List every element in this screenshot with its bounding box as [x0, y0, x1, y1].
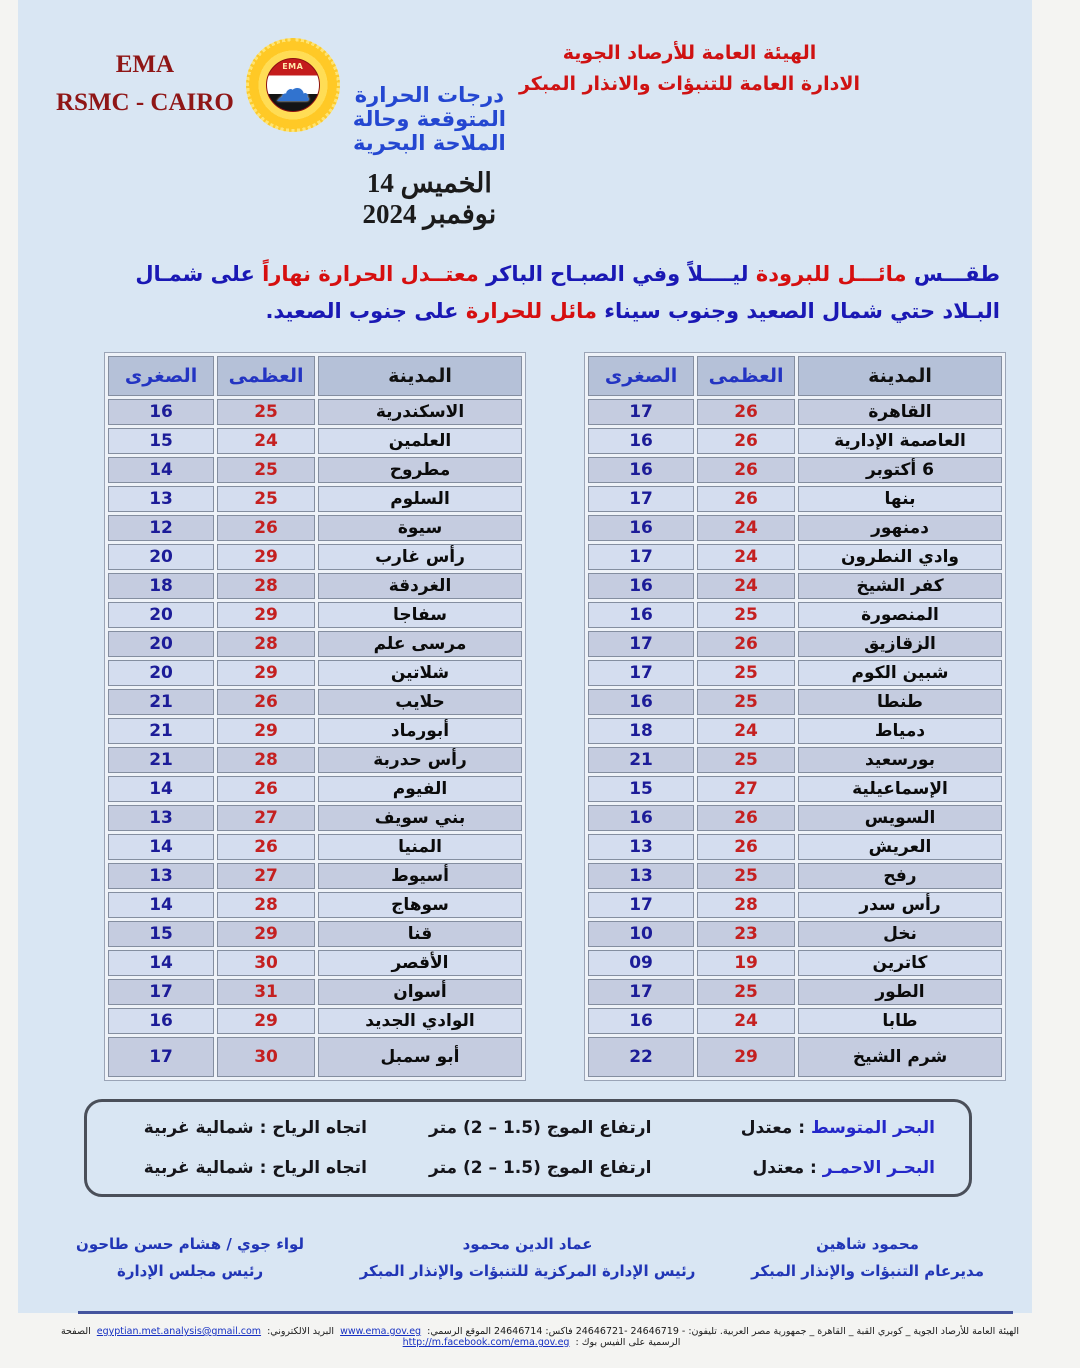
max-temp-cell: 25: [697, 689, 795, 715]
org-en-line2: RSMC - CAIRO: [56, 88, 234, 116]
city-cell: السويس: [798, 805, 1002, 831]
max-temp-cell: 25: [217, 457, 315, 483]
min-temp-cell: 16: [588, 457, 694, 483]
table-row: [588, 515, 1002, 541]
min-temp-cell: 20: [108, 544, 214, 570]
table-row: [588, 457, 1002, 483]
max-temp-cell: 26: [697, 486, 795, 512]
min-temp-cell: 16: [588, 602, 694, 628]
bulletin-page: [18, 0, 1032, 1313]
table-row: [108, 399, 522, 425]
city-cell: السلوم: [318, 486, 522, 512]
city-cell: شرم الشيخ: [798, 1037, 1002, 1077]
paragraph-segment: مائل للحرارة: [458, 298, 597, 323]
footer-divider: [78, 1311, 1013, 1314]
table-row: [588, 747, 1002, 773]
table-row: [108, 660, 522, 686]
min-temp-cell: 14: [108, 892, 214, 918]
min-temp-cell: 14: [108, 950, 214, 976]
table-row: [588, 631, 1002, 657]
min-temp-cell: 20: [108, 660, 214, 686]
org-en-line1: EMA: [115, 51, 175, 78]
min-temp-cell: 16: [588, 515, 694, 541]
max-temp-cell: 28: [697, 892, 795, 918]
signature-block: [751, 1231, 984, 1285]
min-temp-cell: 14: [108, 457, 214, 483]
city-cell: دمنهور: [798, 515, 1002, 541]
signature-title: مديرعام التنبؤات والإنذار المبكر: [751, 1261, 984, 1280]
ema-sun-logo-icon: [246, 38, 340, 132]
city-column-header: المدينة: [798, 356, 1002, 396]
sea-name: البحر المتوسط: [810, 1117, 935, 1138]
city-cell: رفح: [798, 863, 1002, 889]
table-row: [588, 544, 1002, 570]
min-temp-cell: 21: [108, 689, 214, 715]
city-cell: مرسى علم: [318, 631, 522, 657]
sea-state: [691, 1158, 935, 1178]
table-row: [588, 660, 1002, 686]
min-temp-cell: 13: [108, 486, 214, 512]
max-temp-cell: 30: [217, 950, 315, 976]
min-temp-cell: 17: [588, 399, 694, 425]
signature-title: رئيس الإدارة المركزية للتنبؤات والإنذار المبكر: [359, 1261, 696, 1280]
wave-height: ارتفاع الموج (1.5 – 2) متر: [429, 1157, 652, 1178]
max-temp-cell: 24: [697, 544, 795, 570]
paragraph-segment: على جنوب الصعيد.: [265, 298, 459, 323]
paragraph-segment: ليــــلاً وفي الصبـاح الباكر: [478, 262, 749, 286]
table-row: [108, 776, 522, 802]
min-temp-cell: 17: [588, 544, 694, 570]
table-row: [588, 776, 1002, 802]
paragraph-segment: على شمـال البـلاد حتي شمال الصعيد وجنوب سيناء: [135, 262, 1000, 323]
table-row: [108, 457, 522, 483]
table-row: [588, 602, 1002, 628]
website-link[interactable]: www.ema.gov.eg: [340, 1326, 422, 1337]
max-temp-cell: 25: [697, 747, 795, 773]
city-cell: وادي النطرون: [798, 544, 1002, 570]
city-cell: الفيوم: [318, 776, 522, 802]
max-temp-cell: 26: [697, 457, 795, 483]
city-cell: الاسكندرية: [318, 399, 522, 425]
email-link[interactable]: egyptian.met.analysis@gmail.com: [96, 1326, 262, 1337]
city-cell: العاصمة الإدارية: [798, 428, 1002, 454]
max-temp-cell: 24: [217, 428, 315, 454]
min-temp-cell: 17: [588, 486, 694, 512]
city-cell: سفاجا: [318, 602, 522, 628]
table-row: [588, 892, 1002, 918]
max-temp-cell: 29: [217, 1008, 315, 1034]
city-cell: العريش: [798, 834, 1002, 860]
city-cell: رأس غارب: [318, 544, 522, 570]
city-cell: طابا: [798, 1008, 1002, 1034]
min-temp-cell: 22: [588, 1037, 694, 1077]
signature-block: [360, 1231, 696, 1285]
signature-block: [76, 1231, 304, 1285]
min-temp-cell: 10: [588, 921, 694, 947]
wave-height: ارتفاع الموج (1.5 – 2) متر: [429, 1117, 652, 1138]
max-temp-cell: 29: [217, 544, 315, 570]
header: [26, 38, 1024, 230]
table-header-row: [108, 356, 522, 396]
min-temp-cell: 17: [108, 1037, 214, 1077]
city-cell: رأس سدر: [798, 892, 1002, 918]
table-row: [108, 486, 522, 512]
city-cell: كاترين: [798, 950, 1002, 976]
max-temp-cell: 26: [217, 515, 315, 541]
table-row: [108, 718, 522, 744]
max-temp-cell: 26: [217, 689, 315, 715]
city-cell: حلايب: [318, 689, 522, 715]
min-temp-cell: 16: [588, 428, 694, 454]
facebook-link[interactable]: http://m.facebook.com/ema.gov.eg: [402, 1337, 570, 1348]
min-temp-cell: 18: [108, 573, 214, 599]
signature-name: محمود شاهين: [816, 1234, 919, 1253]
max-temp-cell: 29: [217, 660, 315, 686]
table-row: [588, 573, 1002, 599]
city-cell: شلاتين: [318, 660, 522, 686]
table-row: [588, 834, 1002, 860]
min-temp-cell: 17: [588, 979, 694, 1005]
max-temp-cell: 23: [697, 921, 795, 947]
sea-state: [691, 1118, 935, 1138]
city-cell: أبو سمبل: [318, 1037, 522, 1077]
max-temp-cell: 26: [697, 805, 795, 831]
marine-row: [121, 1158, 935, 1178]
table-row: [588, 863, 1002, 889]
table-row: [108, 892, 522, 918]
ema-flag-circle: [266, 58, 320, 112]
table-row: [108, 863, 522, 889]
temps-table-left: [104, 352, 526, 1081]
max-temp-cell: 28: [217, 892, 315, 918]
table-row: [588, 979, 1002, 1005]
footer-address: الهيئة العامة للأرصاد الجوية _ كوبري القبة _ القاهرة _ جمهورية مصر العربية. تليفون: - 24646719 -24646721 فاكس: 24646714 الموقع الرسمي:: [427, 1326, 1020, 1337]
table-row: [108, 515, 522, 541]
signature-name: لواء جوي / هشام حسن طاحون: [76, 1234, 305, 1253]
signature-title: رئيس مجلس الإدارة: [116, 1261, 264, 1280]
min-temp-cell: 16: [588, 1008, 694, 1034]
table-row: [108, 573, 522, 599]
city-cell: نخل: [798, 921, 1002, 947]
city-cell: كفر الشيخ: [798, 573, 1002, 599]
city-cell: سيوة: [318, 515, 522, 541]
min-temp-cell: 15: [108, 428, 214, 454]
city-cell: قنا: [318, 921, 522, 947]
max-temp-cell: 29: [217, 602, 315, 628]
org-en-text: [36, 46, 234, 121]
min-temp-cell: 12: [108, 515, 214, 541]
min-column-header: الصغرى: [108, 356, 214, 396]
signatures: [76, 1231, 984, 1285]
city-cell: سوهاج: [318, 892, 522, 918]
table-row: [588, 805, 1002, 831]
footer-contact-line: [60, 1326, 1020, 1348]
min-temp-cell: 16: [588, 689, 694, 715]
max-temp-cell: 26: [697, 428, 795, 454]
max-temp-cell: 26: [697, 631, 795, 657]
max-temp-cell: 28: [217, 631, 315, 657]
city-cell: الأقصر: [318, 950, 522, 976]
min-temp-cell: 16: [588, 805, 694, 831]
org-arabic-block: [519, 38, 860, 101]
table-row: [588, 921, 1002, 947]
max-temp-cell: 25: [217, 486, 315, 512]
page-title: درجات الحرارة المتوقعة وحالة الملاحة البحرية: [352, 83, 506, 155]
table-right-box: [584, 352, 1006, 1081]
min-temp-cell: 17: [588, 631, 694, 657]
city-cell: أسيوط: [318, 863, 522, 889]
min-temp-cell: 18: [588, 718, 694, 744]
max-temp-cell: 27: [217, 863, 315, 889]
temperature-tables: [26, 352, 1024, 1081]
max-temp-cell: 25: [697, 863, 795, 889]
max-temp-cell: 27: [217, 805, 315, 831]
org-ar-line2: الادارة العامة للتنبؤات والانذار المبكر: [518, 73, 860, 96]
table-row: [108, 631, 522, 657]
table-row: [108, 979, 522, 1005]
footer-facebook-label: الصفحة الرسمية على الفيس بوك :: [60, 1326, 681, 1348]
max-temp-cell: 19: [697, 950, 795, 976]
table-row: [108, 921, 522, 947]
wind-direction: اتجاه الرياح : شمالية غربية: [143, 1117, 367, 1138]
min-temp-cell: 17: [108, 979, 214, 1005]
max-temp-cell: 25: [217, 399, 315, 425]
logo-ema-label: EMA: [282, 62, 304, 71]
city-cell: الغردقة: [318, 573, 522, 599]
sea-name: البحـر الاحمـر: [822, 1157, 935, 1178]
city-cell: بني سويف: [318, 805, 522, 831]
max-temp-cell: 27: [697, 776, 795, 802]
paragraph-segment: معتــدل الحرارة نهاراً: [254, 262, 479, 286]
city-cell: العلمين: [318, 428, 522, 454]
city-cell: طنطا: [798, 689, 1002, 715]
city-cell: المنيا: [318, 834, 522, 860]
table-row: [588, 1008, 1002, 1034]
paragraph-segment: مائـــل للبرودة: [748, 262, 907, 286]
max-column-header: العظمى: [697, 356, 795, 396]
city-cell: القاهرة: [798, 399, 1002, 425]
temps-table-right: [584, 352, 1006, 1081]
table-row: [108, 602, 522, 628]
min-column-header: الصغرى: [588, 356, 694, 396]
city-column-header: المدينة: [318, 356, 522, 396]
min-temp-cell: 17: [588, 892, 694, 918]
max-temp-cell: 25: [697, 660, 795, 686]
city-cell: بنها: [798, 486, 1002, 512]
table-row: [588, 950, 1002, 976]
min-temp-cell: 15: [108, 921, 214, 947]
max-temp-cell: 29: [217, 718, 315, 744]
table-row: [108, 1008, 522, 1034]
city-cell: الوادي الجديد: [318, 1008, 522, 1034]
city-cell: بورسعيد: [798, 747, 1002, 773]
table-row: [108, 834, 522, 860]
max-temp-cell: 24: [697, 573, 795, 599]
min-temp-cell: 13: [108, 863, 214, 889]
sea-condition: : معتدل: [740, 1117, 811, 1138]
marine-conditions-box: [84, 1099, 972, 1197]
city-cell: رأس حدربة: [318, 747, 522, 773]
max-temp-cell: 28: [217, 573, 315, 599]
table-row: [108, 544, 522, 570]
max-temp-cell: 24: [697, 718, 795, 744]
city-cell: الإسماعيلية: [798, 776, 1002, 802]
org-ar-line1: الهيئة العامة للأرصاد الجوية: [562, 42, 817, 64]
min-temp-cell: 15: [588, 776, 694, 802]
table-row: [588, 718, 1002, 744]
min-temp-cell: 21: [108, 747, 214, 773]
city-cell: أسوان: [318, 979, 522, 1005]
min-temp-cell: 13: [588, 834, 694, 860]
city-cell: الطور: [798, 979, 1002, 1005]
table-header-row: [588, 356, 1002, 396]
paragraph-segment: طقـــس: [906, 262, 1000, 286]
table-row: [588, 689, 1002, 715]
table-row: [108, 950, 522, 976]
min-temp-cell: 20: [108, 631, 214, 657]
city-cell: المنصورة: [798, 602, 1002, 628]
min-temp-cell: 16: [108, 1008, 214, 1034]
max-temp-cell: 25: [697, 979, 795, 1005]
marine-row: [121, 1118, 935, 1138]
min-temp-cell: 13: [588, 863, 694, 889]
min-temp-cell: 09: [588, 950, 694, 976]
max-temp-cell: 26: [697, 834, 795, 860]
max-temp-cell: 24: [697, 1008, 795, 1034]
city-cell: أبورماد: [318, 718, 522, 744]
min-temp-cell: 21: [108, 718, 214, 744]
table-row: [108, 805, 522, 831]
max-temp-cell: 31: [217, 979, 315, 1005]
table-row: [588, 399, 1002, 425]
signature-name: عماد الدين محمود: [462, 1234, 593, 1253]
forecast-paragraph: [86, 256, 1000, 330]
max-temp-cell: 30: [217, 1037, 315, 1077]
table-row: [108, 747, 522, 773]
min-temp-cell: 21: [588, 747, 694, 773]
max-temp-cell: 25: [697, 602, 795, 628]
table-row: [588, 1037, 1002, 1077]
min-temp-cell: 20: [108, 602, 214, 628]
min-temp-cell: 14: [108, 776, 214, 802]
max-temp-cell: 29: [217, 921, 315, 947]
city-cell: 6 أكتوبر: [798, 457, 1002, 483]
min-temp-cell: 16: [588, 573, 694, 599]
table-row: [108, 689, 522, 715]
max-temp-cell: 28: [217, 747, 315, 773]
org-english-block: [36, 38, 340, 132]
table-row: [588, 486, 1002, 512]
city-cell: مطروح: [318, 457, 522, 483]
min-temp-cell: 17: [588, 660, 694, 686]
city-cell: شبين الكوم: [798, 660, 1002, 686]
date-line: الخميس 14 نوفمبر 2024: [362, 168, 497, 229]
cloud-icon: ☁: [274, 69, 311, 110]
min-temp-cell: 16: [108, 399, 214, 425]
wind-direction: اتجاه الرياح : شمالية غربية: [143, 1157, 367, 1178]
max-temp-cell: 26: [217, 834, 315, 860]
sea-condition: : معتدل: [752, 1157, 823, 1178]
min-temp-cell: 13: [108, 805, 214, 831]
title-block: [340, 83, 519, 230]
max-temp-cell: 26: [697, 399, 795, 425]
footer-email-label: البريد الالكتروني:: [267, 1326, 335, 1337]
max-column-header: العظمى: [217, 356, 315, 396]
table-row: [588, 428, 1002, 454]
table-row: [108, 428, 522, 454]
table-row: [108, 1037, 522, 1077]
city-cell: دمياط: [798, 718, 1002, 744]
table-left-box: [104, 352, 526, 1081]
max-temp-cell: 24: [697, 515, 795, 541]
max-temp-cell: 26: [217, 776, 315, 802]
min-temp-cell: 14: [108, 834, 214, 860]
city-cell: الزقازيق: [798, 631, 1002, 657]
max-temp-cell: 29: [697, 1037, 795, 1077]
